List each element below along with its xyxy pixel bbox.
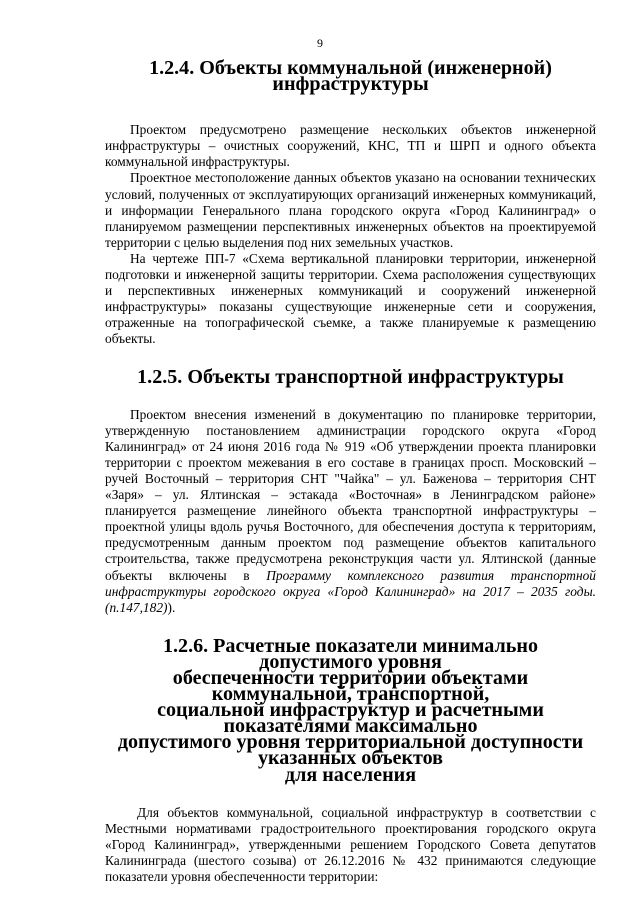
heading-line: 1.2.6. Расчетные показатели минимально допустимого уровня	[162, 634, 539, 673]
heading-line: для населения	[284, 763, 417, 786]
heading-line: обеспеченности территории объектами коммунальной, транспортной,	[172, 667, 529, 706]
paragraph: Проектом предусмотрено размещение нескольких объектов инженерной инфраструктуры – очистных сооружений, КНС, ТП и ШРП и одного объекта коммунальной инфраструктуры.	[105, 122, 596, 170]
program-reference: Программу комплексного развития транспортной инфраструктуры городского округа «Город Калининград» на 2017 – 2035 годы. (п.147,182)	[105, 567, 597, 615]
paragraph	[105, 407, 596, 616]
page-number: 9	[317, 36, 323, 50]
paragraph: Для объектов коммунальной, социальной инфраструктур в соответствии с Местными нормативами градостроительного проектирования городского округа «Город Калининград», утвержденными решением Городского Совета депутатов Калининграда (шестого созыва) от 26.12.2016 № 432 принимаются следующие показатели уровня обеспеченности территории:	[105, 804, 596, 885]
paragraph: Проектное местоположение данных объектов указано на основании технических условий, полученных от эксплуатирующих организаций инженерных коммуникаций, и информации Генерального плана городского округа «Город Калининград» о планируемом размещении перспективных инженерных объектов на проектируемой территории с целью выделения под них земельных участков.	[105, 170, 596, 250]
section-heading-1-2-5: 1.2.5. Объекты транспортной инфраструктуры	[137, 365, 564, 388]
paragraph: На чертеже ПП-7 «Схема вертикальной планировки территории, инженерной подготовки и инженерной защиты территории. Схема расположения существующих и перспективных инженерных коммуникаций и сооружений инженерной инфраструктуры» показаны существующие инженерные сети и сооружения, отраженные на топографической съемке, а также планируемые к размещению объекты.	[105, 250, 596, 347]
heading-line: допустимого уровня территориальной доступности указанных объектов	[117, 731, 584, 770]
paragraph-text: Проектом внесения изменений в документацию по планировке территории, утвержденную постановлением администрации городского округа «Город Калининград» от 24 июня 2016 года № 919 «Об утверждении проекта планировки территории с проектом межевания в его составе в границах просп. Московский – ручей Восточный – территория СНТ "Чайка" – ул. Баженова – территория СНТ «Заря» – ул. Ялтинская – эстакада «Восточная» в Ленинградском районе» планируется размещение линейного объекта транспортной инфраструктуры – проектной улицы вдоль ручья Восточного, для обеспечения доступа к территориям, предусмотренным данным проектом под размещение объектов капитального строительства, также предусмотрена реконструкция части ул. Ялтинской (данные объекты включены в	[105, 406, 596, 583]
heading-line: социальной инфраструктур и расчетными показателями максимально	[157, 699, 544, 738]
section-heading-1-2-4: 1.2.4. Объекты коммунальной (инженерной) инфраструктуры	[149, 57, 552, 96]
section-heading-1-2-6	[105, 634, 596, 786]
page-content	[105, 57, 597, 885]
paragraph-text-end: ).	[167, 599, 176, 615]
